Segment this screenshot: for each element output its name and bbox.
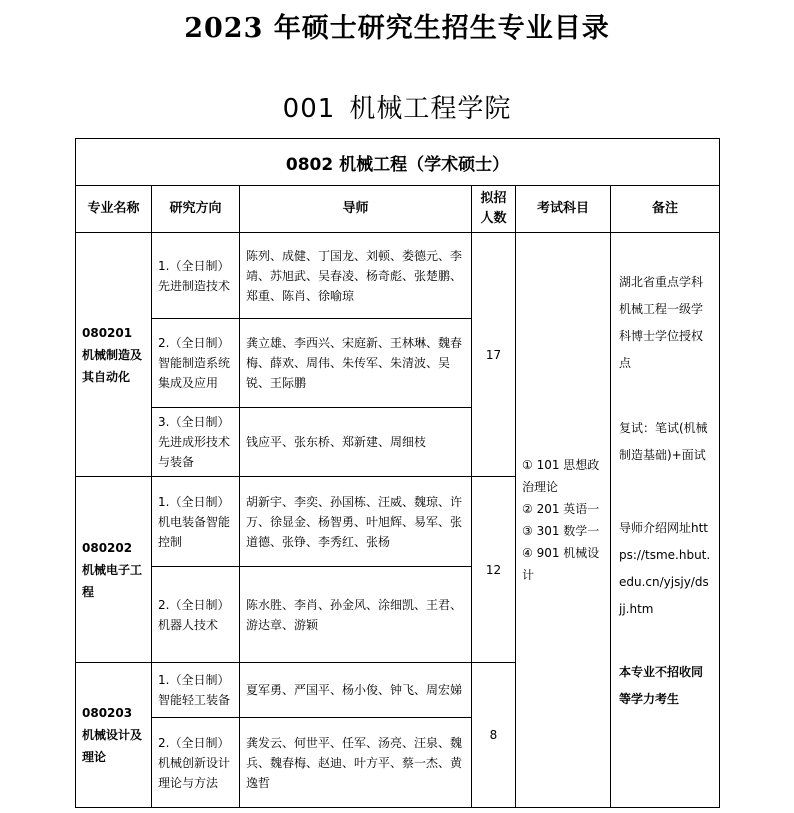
tutor-list: 钱应平、张东桥、郑新建、周细枝 [240, 408, 472, 477]
notes-cell [611, 233, 720, 808]
major-080201 [76, 233, 152, 477]
direction-label: 3.（全日制）先进成形技术与装备 [152, 408, 240, 477]
header-direction: 研究方向 [152, 186, 240, 233]
major-name: 机械设计及理论 [82, 728, 143, 764]
major-080202 [76, 477, 152, 663]
header-exam: 考试科目 [516, 186, 611, 233]
exam-subject: ③ 301 数学一 [522, 524, 600, 538]
direction-label: 2.（全日制）机械创新设计理论与方法 [152, 718, 240, 808]
direction-label: 1.（全日制）机电装备智能控制 [152, 477, 240, 567]
tutor-list: 龚发云、何世平、任军、汤亮、汪泉、魏兵、魏春梅、赵迪、叶方平、蔡一杰、黄逸哲 [240, 718, 472, 808]
tutor-list: 胡新宇、李奕、孙国栋、汪威、魏琼、许万、徐显金、杨智勇、叶旭辉、易军、张道德、张铮、李秀红、张杨 [240, 477, 472, 567]
exam-subject: ① 101 思想政治理论 [522, 458, 600, 494]
header-note: 备注 [611, 186, 720, 233]
header-quota-line1: 拟招 [480, 191, 507, 206]
college-name: 机械工程学院 [349, 94, 512, 124]
exam-subject: ④ 901 机械设计 [522, 546, 600, 582]
header-tutor: 导师 [240, 186, 472, 233]
exam-subject: ② 201 英语一 [522, 502, 600, 516]
note-retest: 复试：笔试(机械制造基础)+面试 [619, 421, 708, 462]
catalog-table [75, 138, 720, 808]
quota-count: 17 [472, 233, 516, 477]
college-code: 001 [282, 94, 336, 124]
tutor-list: 龚立雄、李西兴、宋庭新、王林琳、魏春梅、薛欢、周伟、朱传军、朱清波、吴锐、王际鹏 [240, 319, 472, 408]
quota-count: 12 [472, 477, 516, 663]
document-title: 2023 年硕士研究生招生专业目录 [184, 13, 610, 44]
header-quota-line2: 人数 [480, 211, 507, 226]
major-080203 [76, 663, 152, 808]
major-code: 080202 [82, 540, 133, 555]
tutor-list: 夏军勇、严国平、杨小俊、钟飞、周宏娣 [240, 663, 472, 718]
tutor-list: 陈列、成健、丁国龙、刘顿、娄德元、李靖、苏旭武、吴春凌、杨奇彪、张楚鹏、郑重、陈肖、徐喻琼 [240, 233, 472, 319]
note-no-equivalent: 本专业不招收同等学力考生 [619, 665, 704, 706]
quota-count: 8 [472, 663, 516, 808]
discipline-heading: 0802 机械工程（学术硕士） [76, 139, 720, 186]
header-major: 专业名称 [76, 186, 152, 233]
direction-label: 1.（全日制）先进制造技术 [152, 233, 240, 319]
note-tutor-intro: 导师介绍网址https://tsme.hbut.edu.cn/yjsjy/dsjj.htm [619, 521, 711, 616]
major-name: 机械电子工程 [82, 562, 143, 599]
major-code: 080201 [82, 325, 133, 340]
direction-label: 2.（全日制）智能制造系统集成及应用 [152, 319, 240, 408]
major-name: 机械制造及其自动化 [82, 347, 143, 384]
note-authority: 湖北省重点学科机械工程一级学科博士学位授权点 [619, 275, 704, 370]
major-code: 080203 [82, 706, 133, 720]
direction-label: 2.（全日制）机器人技术 [152, 567, 240, 663]
direction-label: 1.（全日制）智能轻工装备 [152, 663, 240, 718]
exam-subjects [516, 233, 611, 808]
header-quota [472, 186, 516, 233]
college-heading [0, 88, 794, 125]
tutor-list: 陈水胜、李肖、孙金风、涂细凯、王君、游达章、游颖 [240, 567, 472, 663]
